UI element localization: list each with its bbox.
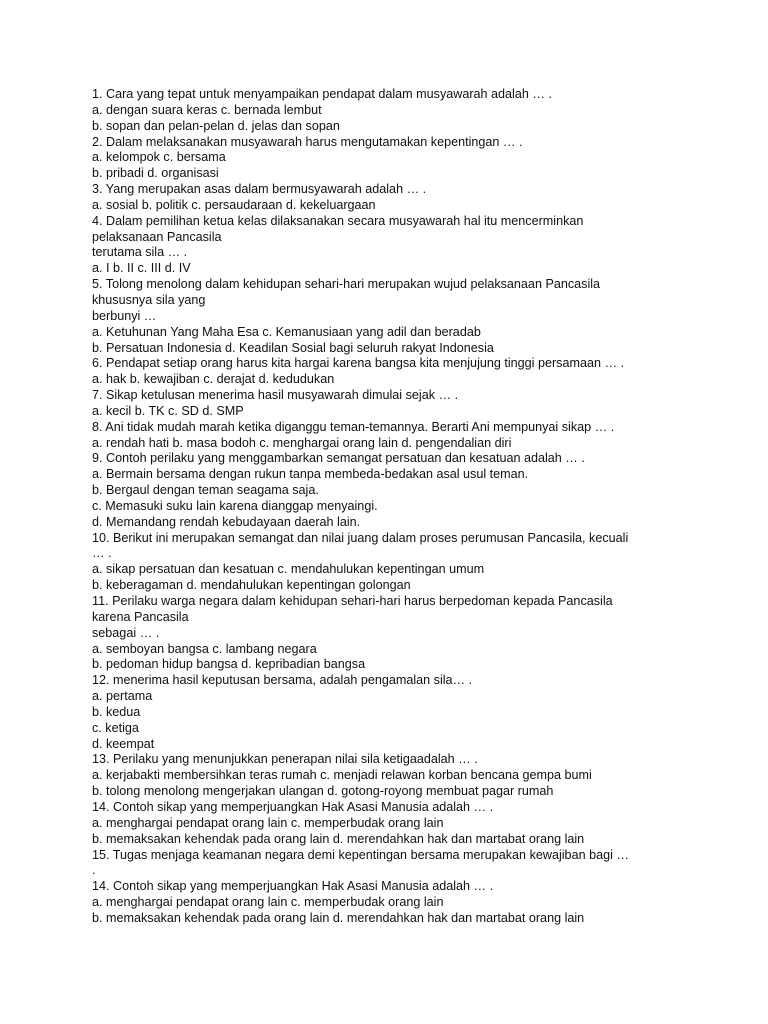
text-line: a. menghargai pendapat orang lain c. memperbudak orang lain xyxy=(92,895,444,910)
text-line: 14. Contoh sikap yang memperjuangkan Hak Asasi Manusia adalah … . xyxy=(92,799,494,814)
text-line: a. dengan suara keras c. bernada lembut xyxy=(92,102,322,117)
text-line: 10. Berikut ini merupakan semangat dan nilai juang dalam proses perumusan Pancasila, kecuali xyxy=(92,530,629,545)
question-list xyxy=(92,87,768,927)
text-line: a. kelompok c. bersama xyxy=(92,150,226,165)
text-line: 11. Perilaku warga negara dalam kehidupan sehari-hari harus berpedoman kepada Pancasila xyxy=(92,594,613,608)
text-line: a. kerjabakti membersihkan teras rumah c. menjadi relawan korban bencana gempa bumi xyxy=(92,768,592,783)
text-line: a. sikap persatuan dan kesatuan c. mendahulukan kepentingan umum xyxy=(92,562,485,577)
text-line: pelaksanaan Pancasila xyxy=(92,229,222,244)
text-line: karena Pancasila xyxy=(92,609,189,624)
text-line: 2. Dalam melaksanakan musyawarah harus mengutamakan kepentingan … . xyxy=(92,134,523,149)
text-line: a. hak b. kewajiban c. derajat d. kedudukan xyxy=(92,372,335,387)
text-line: a. I b. II c. III d. IV xyxy=(92,261,191,276)
text-line: 6. Pendapat setiap orang harus kita hargai karena bangsa kita menjujung tinggi persamaan … . xyxy=(92,356,625,371)
text-line: a. Ketuhunan Yang Maha Esa c. Kemanusiaan yang adil dan beradab xyxy=(92,324,481,339)
text-line: c. Memasuki suku lain karena dianggap menyaingi. xyxy=(92,498,378,513)
text-line: c. ketiga xyxy=(92,720,139,735)
text-line: b. memaksakan kehendak pada orang lain d. merendahkan hak dan martabat orang lain xyxy=(92,831,585,846)
text-line: a. semboyan bangsa c. lambang negara xyxy=(92,641,317,656)
text-line: a. rendah hati b. masa bodoh c. menghargai orang lain d. pengendalian diri xyxy=(92,435,512,450)
text-line: 15. Tugas menjaga keamanan negara demi kepentingan bersama merupakan kewajiban bagi … xyxy=(92,847,629,862)
text-line: b. pribadi d. organisasi xyxy=(92,166,219,181)
text-line: 5. Tolong menolong dalam kehidupan sehari-hari merupakan wujud pelaksanaan Pancasila xyxy=(92,277,601,292)
text-line: 4. Dalam pemilihan ketua kelas dilaksanakan secara musyawarah hal itu mencerminkan xyxy=(92,213,584,228)
text-line: terutama sila … . xyxy=(92,245,188,260)
text-line: 12. menerima hasil keputusan bersama, adalah pengamalan sila… . xyxy=(92,673,473,688)
text-line: 14. Contoh sikap yang memperjuangkan Hak Asasi Manusia adalah … . xyxy=(92,879,494,894)
text-line: . xyxy=(92,863,96,878)
text-line: b. keberagaman d. mendahulukan kepentingan golongan xyxy=(92,578,411,593)
text-line: a. sosial b. politik c. persaudaraan d. kekeluargaan xyxy=(92,197,376,212)
text-line: sebagai … . xyxy=(92,625,160,640)
text-line: 9. Contoh perilaku yang menggambarkan semangat persatuan dan kesatuan adalah … . xyxy=(92,451,585,466)
text-line: b. sopan dan pelan-pelan d. jelas dan sopan xyxy=(92,118,340,133)
text-line: b. tolong menolong mengerjakan ulangan d. gotong-royong membuat pagar rumah xyxy=(92,784,554,799)
text-line: b. kedua xyxy=(92,704,141,719)
text-line: khususnya sila yang xyxy=(92,292,206,307)
text-line: 8. Ani tidak mudah marah ketika diganggu teman-temannya. Berarti Ani mempunyai sikap … . xyxy=(92,419,615,434)
text-line: d. keempat xyxy=(92,736,155,751)
text-line: b. Bergaul dengan teman seagama saja. xyxy=(92,483,319,498)
text-line: 13. Perilaku yang menunjukkan penerapan nilai sila ketigaadalah … . xyxy=(92,752,478,767)
text-line: b. Persatuan Indonesia d. Keadilan Sosial bagi seluruh rakyat Indonesia xyxy=(92,340,494,355)
text-line: 1. Cara yang tepat untuk menyampaikan pendapat dalam musyawarah adalah … . xyxy=(92,87,552,101)
text-line: a. Bermain bersama dengan rukun tanpa membeda-bedakan asal usul teman. xyxy=(92,467,529,482)
text-line: a. pertama xyxy=(92,689,153,704)
text-line: b. memaksakan kehendak pada orang lain d. merendahkan hak dan martabat orang lain xyxy=(92,910,585,925)
text-line: a. kecil b. TK c. SD d. SMP xyxy=(92,403,244,418)
text-line: a. menghargai pendapat orang lain c. memperbudak orang lain xyxy=(92,815,444,830)
text-line: berbunyi … xyxy=(92,308,157,323)
text-line: 7. Sikap ketulusan menerima hasil musyawarah dimulai sejak … . xyxy=(92,388,459,403)
text-line: 3. Yang merupakan asas dalam bermusyawarah adalah … . xyxy=(92,182,427,197)
text-line: d. Memandang rendah kebudayaan daerah lain. xyxy=(92,514,361,529)
text-line: b. pedoman hidup bangsa d. kepribadian bangsa xyxy=(92,657,366,672)
text-line: … . xyxy=(92,546,112,561)
